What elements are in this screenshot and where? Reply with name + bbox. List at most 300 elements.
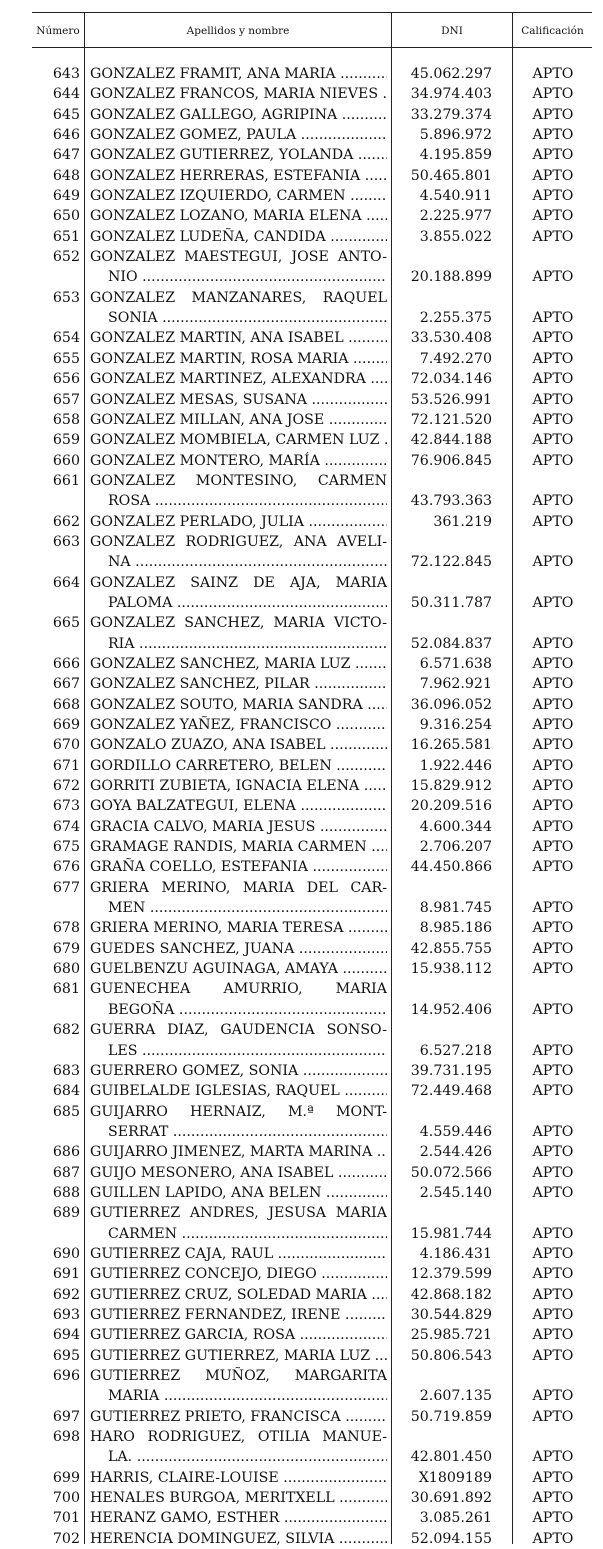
table-row	[32, 573, 592, 614]
table-row	[32, 145, 592, 165]
row-line	[32, 308, 592, 328]
row-number: 685	[52, 1103, 80, 1120]
row-number: 649	[52, 188, 80, 205]
row-line	[32, 715, 592, 735]
row-name: GONZALEZ MARTINEZ, ALEXANDRA .....	[90, 369, 387, 389]
row-name: GONZALEZ LUDEÑA, CANDIDA .....	[90, 227, 387, 247]
row-dni: 76.906.845	[410, 452, 492, 469]
row-dni: X1809189	[418, 1469, 492, 1486]
row-dni: 7.492.270	[419, 350, 492, 367]
row-calificacion: APTO	[532, 737, 574, 754]
row-dni: 72.121.520	[410, 411, 492, 428]
row-calificacion: APTO	[532, 676, 574, 693]
row-line	[32, 145, 592, 165]
results-table	[32, 12, 592, 1547]
table-row	[32, 64, 592, 84]
row-calificacion: APTO	[532, 900, 574, 917]
row-name: GONZALEZ YAÑEZ, FRANCISCO .....	[90, 715, 387, 735]
row-number: 687	[52, 1164, 80, 1181]
row-name: GUTIERREZ PRIETO, FRANCISCA .....	[90, 1407, 387, 1427]
table-row	[32, 166, 592, 186]
table-row	[32, 288, 592, 329]
row-name: GONZALEZ MILLAN, ANA JOSE .....	[90, 410, 387, 430]
row-line	[32, 1325, 592, 1345]
row-dni: 30.544.829	[410, 1306, 492, 1323]
table-row	[32, 105, 592, 125]
row-dni: 8.981.745	[419, 900, 492, 917]
row-dni: 4.540.911	[419, 188, 492, 205]
table-row	[32, 1488, 592, 1508]
row-line	[32, 1061, 592, 1081]
row-calificacion: APTO	[532, 330, 574, 347]
row-calificacion: APTO	[532, 1245, 574, 1262]
row-line	[32, 613, 592, 633]
row-calificacion: APTO	[532, 391, 574, 408]
row-number: 647	[52, 147, 80, 164]
row-line	[32, 1366, 592, 1386]
row-name: HERENCIA DOMINGUEZ, SILVIA .....	[90, 1529, 387, 1549]
table-row	[32, 674, 592, 694]
table-row	[32, 1285, 592, 1305]
row-line	[32, 776, 592, 796]
row-number: 695	[52, 1347, 80, 1364]
row-line	[32, 573, 592, 593]
row-dni: 15.938.112	[410, 961, 492, 978]
row-line	[32, 674, 592, 694]
row-line	[32, 369, 592, 389]
row-name: GUTIERREZ GARCIA, ROSA .....	[90, 1325, 387, 1345]
row-dni: 3.855.022	[419, 228, 492, 245]
table-row	[32, 1203, 592, 1244]
row-calificacion: APTO	[532, 228, 574, 245]
row-name: GUTIERREZ CRUZ, SOLEDAD MARIA .....	[90, 1285, 387, 1305]
row-name: GONZALEZ RODRIGUEZ, ANA AVELI-	[90, 533, 387, 550]
row-dni: 4.559.446	[419, 1123, 492, 1140]
row-dni: 50.072.566	[410, 1164, 492, 1181]
row-line	[32, 817, 592, 837]
row-calificacion: APTO	[532, 655, 574, 672]
row-dni: 7.962.921	[419, 676, 492, 693]
row-number: 683	[52, 1062, 80, 1079]
table-row	[32, 1081, 592, 1101]
table-row	[32, 857, 592, 877]
row-name: GORRITI ZUBIETA, IGNACIA ELENA .....	[90, 776, 387, 796]
row-dni: 50.806.543	[410, 1347, 492, 1364]
row-name-continuation: MEN .....	[108, 898, 387, 918]
row-name: GONZALEZ SAINZ DE AJA, MARIA	[90, 574, 387, 591]
row-calificacion: APTO	[532, 269, 574, 286]
row-calificacion: APTO	[532, 1083, 574, 1100]
table-row	[32, 84, 592, 104]
row-line	[32, 227, 592, 247]
row-dni: 44.450.866	[410, 859, 492, 876]
row-line	[32, 1041, 592, 1061]
row-number: 694	[52, 1327, 80, 1344]
row-dni: 36.096.052	[410, 696, 492, 713]
row-line	[32, 288, 592, 308]
row-line	[32, 654, 592, 674]
table-row	[32, 410, 592, 430]
row-name: GONZALEZ SANCHEZ, MARIA VICTO-	[90, 615, 387, 632]
row-number: 696	[52, 1368, 80, 1384]
row-name: GORDILLO CARRETERO, BELEN .....	[90, 756, 387, 776]
row-dni: 16.265.581	[410, 737, 492, 754]
table-row	[32, 1020, 592, 1061]
table-row	[32, 328, 592, 348]
row-calificacion: APTO	[532, 778, 574, 795]
row-calificacion: APTO	[532, 167, 574, 184]
table-row	[32, 1102, 592, 1143]
row-number: 664	[52, 574, 80, 591]
row-calificacion: APTO	[532, 1408, 574, 1425]
row-calificacion: APTO	[532, 818, 574, 835]
row-calificacion: APTO	[532, 350, 574, 367]
row-calificacion: APTO	[532, 798, 574, 815]
row-calificacion: APTO	[532, 920, 574, 937]
table-row	[32, 1468, 592, 1488]
row-calificacion: APTO	[532, 371, 574, 388]
row-line	[32, 206, 592, 226]
row-line	[32, 186, 592, 206]
table-row	[32, 532, 592, 573]
row-dni: 2.544.426	[419, 1144, 492, 1161]
row-dni: 50.719.859	[410, 1408, 492, 1425]
row-name-continuation: SONIA .....	[108, 308, 387, 328]
row-calificacion: APTO	[532, 554, 574, 571]
row-name: GUIJARRO JIMENEZ, MARTA MARINA .....	[90, 1142, 387, 1162]
row-line	[32, 430, 592, 450]
row-calificacion: APTO	[532, 1469, 574, 1486]
row-line	[32, 857, 592, 877]
row-dni: 39.731.195	[410, 1062, 492, 1079]
row-calificacion: APTO	[532, 940, 574, 957]
row-dni: 3.085.261	[419, 1510, 492, 1527]
row-dni: 42.801.450	[410, 1449, 492, 1466]
row-name: GRIERA MERINO, MARIA DEL CAR-	[90, 879, 387, 896]
table-row	[32, 695, 592, 715]
row-dni: 8.985.186	[419, 920, 492, 937]
row-number: 667	[52, 676, 80, 693]
row-line	[32, 939, 592, 959]
row-name-continuation: RIA .....	[108, 634, 387, 654]
row-number: 669	[52, 717, 80, 733]
row-name: HARO RODRIGUEZ, OTILIA MANUE-	[90, 1429, 387, 1446]
table-row	[32, 227, 592, 247]
row-number: 656	[52, 371, 80, 388]
table-row	[32, 613, 592, 654]
row-calificacion: APTO	[532, 493, 574, 510]
table-row	[32, 735, 592, 755]
row-line	[32, 64, 592, 84]
row-line	[32, 390, 592, 410]
table-row	[32, 715, 592, 735]
table-row	[32, 1142, 592, 1162]
row-calificacion: APTO	[532, 757, 574, 774]
table-row	[32, 451, 592, 471]
row-line	[32, 1142, 592, 1162]
table-row	[32, 1325, 592, 1345]
row-number: 690	[52, 1245, 80, 1262]
row-calificacion: APTO	[532, 1327, 574, 1344]
row-name-continuation: LES .....	[108, 1041, 387, 1061]
row-line	[32, 1386, 592, 1406]
row-line	[32, 979, 592, 999]
row-name: GUIJO MESONERO, ANA ISABEL .....	[90, 1163, 387, 1183]
row-line	[32, 1203, 592, 1223]
row-calificacion: APTO	[532, 66, 574, 82]
row-line	[32, 756, 592, 776]
row-name-continuation: ROSA .....	[108, 491, 387, 511]
row-name: GONZALEZ SOUTO, MARIA SANDRA .....	[90, 695, 387, 715]
row-line	[32, 1468, 592, 1488]
row-name: GUELBENZU AGUINAGA, AMAYA .....	[90, 959, 387, 979]
row-name: GOYA BALZATEGUI, ELENA .....	[90, 796, 387, 816]
row-line	[32, 1305, 592, 1325]
row-calificacion: APTO	[532, 106, 574, 123]
row-line	[32, 878, 592, 898]
row-calificacion: APTO	[532, 1001, 574, 1018]
row-dni: 72.122.845	[410, 554, 492, 571]
table-row	[32, 247, 592, 288]
row-dni: 361.219	[433, 513, 492, 530]
header-calificacion: Calificación	[521, 25, 584, 37]
row-number: 691	[52, 1266, 80, 1283]
row-line	[32, 451, 592, 471]
row-number: 651	[52, 228, 80, 245]
row-name: GONZALEZ MARTIN, ANA ISABEL .....	[90, 328, 387, 348]
row-name: GONZALEZ MANZANARES, RAQUEL	[90, 289, 387, 306]
row-number: 665	[52, 615, 80, 632]
row-line	[32, 1102, 592, 1122]
row-number: 682	[52, 1022, 80, 1039]
table-row	[32, 1427, 592, 1468]
row-name: GUTIERREZ MUÑOZ, MARGARITA	[90, 1368, 387, 1384]
row-dni: 2.706.207	[419, 839, 492, 856]
row-dni: 72.034.146	[410, 371, 492, 388]
row-line	[32, 349, 592, 369]
row-number: 657	[52, 391, 80, 408]
row-number: 680	[52, 961, 80, 978]
row-number: 699	[52, 1469, 80, 1486]
table-row	[32, 1061, 592, 1081]
table-row	[32, 1366, 592, 1407]
row-dni: 42.855.755	[410, 940, 492, 957]
row-number: 686	[52, 1144, 80, 1161]
row-number: 688	[52, 1184, 80, 1201]
row-name-continuation: BEGOÑA .....	[108, 1000, 387, 1020]
row-calificacion: APTO	[532, 1062, 574, 1079]
row-line	[32, 1163, 592, 1183]
row-dni: 42.868.182	[410, 1286, 492, 1303]
row-number: 670	[52, 737, 80, 754]
row-number: 673	[52, 798, 80, 815]
row-line	[32, 1020, 592, 1040]
row-calificacion: APTO	[532, 1347, 574, 1364]
row-name: GONZALEZ HERRERAS, ESTEFANIA .....	[90, 166, 387, 186]
row-name: GONZALEZ PERLADO, JULIA .....	[90, 512, 387, 532]
row-calificacion: APTO	[532, 208, 574, 225]
row-line	[32, 552, 592, 572]
row-dni: 50.311.787	[410, 594, 492, 611]
row-calificacion: APTO	[532, 432, 574, 449]
row-dni: 4.600.344	[419, 818, 492, 835]
table-row	[32, 878, 592, 919]
table-row	[32, 1407, 592, 1427]
row-dni: 43.793.363	[410, 493, 492, 510]
row-calificacion: APTO	[532, 1490, 574, 1507]
row-name: GONZALEZ IZQUIERDO, CARMEN .....	[90, 186, 387, 206]
row-number: 692	[52, 1286, 80, 1303]
row-name: GONZALEZ SANCHEZ, MARIA LUZ .....	[90, 654, 387, 674]
row-line	[32, 1407, 592, 1427]
row-calificacion: APTO	[532, 1266, 574, 1283]
row-number: 668	[52, 696, 80, 713]
row-dni: 45.062.297	[410, 66, 492, 82]
row-line	[32, 1529, 592, 1549]
table-row	[32, 939, 592, 959]
row-line	[32, 796, 592, 816]
row-number: 698	[52, 1429, 80, 1446]
row-number: 672	[52, 778, 80, 795]
row-dni: 20.188.899	[410, 269, 492, 286]
row-line	[32, 105, 592, 125]
row-name: GRAMAGE RANDIS, MARIA CARMEN .....	[90, 837, 387, 857]
row-name-continuation: LA. .....	[108, 1447, 387, 1467]
row-line	[32, 593, 592, 613]
table-row	[32, 796, 592, 816]
row-number: 646	[52, 127, 80, 144]
row-dni: 15.981.744	[410, 1225, 492, 1242]
table-row	[32, 512, 592, 532]
table-row	[32, 1346, 592, 1366]
row-name-continuation: SERRAT .....	[108, 1122, 387, 1142]
row-name: GONZALEZ SANCHEZ, PILAR .....	[90, 674, 387, 694]
row-line	[32, 512, 592, 532]
row-dni: 33.530.408	[410, 330, 492, 347]
row-line	[32, 1183, 592, 1203]
row-dni: 25.985.721	[410, 1327, 492, 1344]
row-number: 652	[52, 249, 80, 266]
table-row	[32, 756, 592, 776]
row-number: 658	[52, 411, 80, 428]
row-calificacion: APTO	[532, 1449, 574, 1466]
row-line	[32, 1244, 592, 1264]
row-line	[32, 1427, 592, 1447]
row-line	[32, 1081, 592, 1101]
row-number: 700	[52, 1490, 80, 1507]
row-line	[32, 959, 592, 979]
row-line	[32, 328, 592, 348]
row-calificacion: APTO	[532, 594, 574, 611]
row-name: GUTIERREZ FERNANDEZ, IRENE .....	[90, 1305, 387, 1325]
row-line	[32, 1508, 592, 1528]
row-number: 655	[52, 350, 80, 367]
row-number: 666	[52, 655, 80, 672]
table-row	[32, 369, 592, 389]
row-dni: 2.545.140	[419, 1184, 492, 1201]
row-name: GUTIERREZ CONCEJO, DIEGO .....	[90, 1264, 387, 1284]
row-dni: 52.094.155	[410, 1530, 492, 1547]
row-number: 663	[52, 533, 80, 550]
row-name: GONZALEZ GOMEZ, PAULA .....	[90, 125, 387, 145]
row-name-continuation: NA .....	[108, 552, 387, 572]
row-calificacion: APTO	[532, 411, 574, 428]
row-calificacion: APTO	[532, 839, 574, 856]
row-number: 675	[52, 839, 80, 856]
table-row	[32, 186, 592, 206]
row-line	[32, 1285, 592, 1305]
row-dni: 5.896.972	[419, 127, 492, 144]
row-name: GUENECHEA AMURRIO, MARIA	[90, 981, 387, 998]
row-line	[32, 1488, 592, 1508]
row-name: GONZALEZ MONTESINO, CARMEN	[90, 472, 387, 489]
header-numero: Número	[36, 25, 80, 37]
row-calificacion: APTO	[532, 635, 574, 652]
row-number: 650	[52, 208, 80, 225]
row-number: 701	[52, 1510, 80, 1527]
row-calificacion: APTO	[532, 1042, 574, 1059]
row-number: 662	[52, 513, 80, 530]
row-dni: 9.316.254	[419, 717, 492, 733]
row-dni: 6.571.638	[419, 655, 492, 672]
table-row	[32, 837, 592, 857]
row-dni: 30.691.892	[410, 1490, 492, 1507]
row-number: 697	[52, 1408, 80, 1425]
row-line	[32, 247, 592, 267]
row-name: GUILLEN LAPIDO, ANA BELEN .....	[90, 1183, 387, 1203]
row-name: HERANZ GAMO, ESTHER .....	[90, 1508, 387, 1528]
row-line	[32, 1346, 592, 1366]
row-number: 679	[52, 940, 80, 957]
row-calificacion: APTO	[532, 1184, 574, 1201]
table-row	[32, 430, 592, 450]
row-line	[32, 84, 592, 104]
row-number: 659	[52, 432, 80, 449]
table-row	[32, 959, 592, 979]
row-number: 674	[52, 818, 80, 835]
row-calificacion: APTO	[532, 1286, 574, 1303]
row-number: 678	[52, 920, 80, 937]
row-number: 645	[52, 106, 80, 123]
row-name: GUERRA DIAZ, GAUDENCIA SONSO-	[90, 1022, 387, 1039]
table-row	[32, 390, 592, 410]
row-name: GONZALEZ FRANCOS, MARIA NIEVES .....	[90, 84, 387, 104]
row-dni: 2.225.977	[419, 208, 492, 225]
row-dni: 6.527.218	[419, 1042, 492, 1059]
header-apellidos-nombre: Apellidos y nombre	[186, 25, 290, 37]
table-row	[32, 1183, 592, 1203]
row-calificacion: APTO	[532, 86, 574, 103]
row-name: GONZALEZ MOMBIELA, CARMEN LUZ .....	[90, 430, 387, 450]
row-dni: 33.279.374	[410, 106, 492, 123]
row-number: 661	[52, 472, 80, 489]
row-calificacion: APTO	[532, 1144, 574, 1161]
row-line	[32, 634, 592, 654]
row-line	[32, 471, 592, 491]
table-row	[32, 349, 592, 369]
row-name: GUERRERO GOMEZ, SONIA .....	[90, 1061, 387, 1081]
row-dni: 72.449.468	[410, 1083, 492, 1100]
table-row	[32, 1305, 592, 1325]
row-calificacion: APTO	[532, 452, 574, 469]
row-calificacion: APTO	[532, 1306, 574, 1323]
row-calificacion: APTO	[532, 1225, 574, 1242]
row-calificacion: APTO	[532, 859, 574, 876]
row-number: 644	[52, 86, 80, 103]
row-dni: 53.526.991	[410, 391, 492, 408]
row-line	[32, 837, 592, 857]
row-dni: 52.084.837	[410, 635, 492, 652]
